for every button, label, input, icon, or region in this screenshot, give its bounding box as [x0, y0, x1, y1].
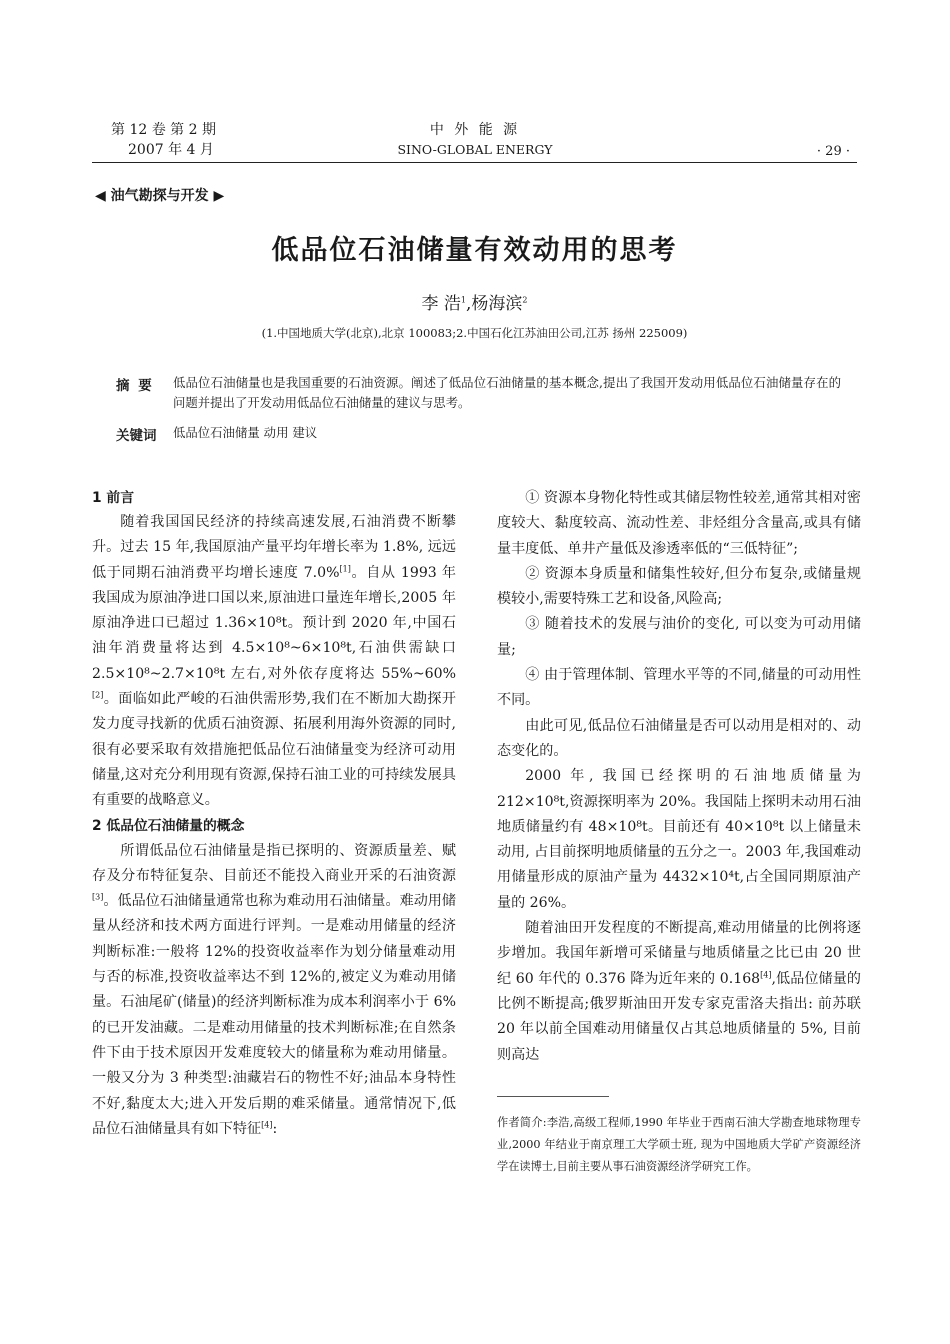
affiliation: (1.中国地质大学(北京),北京 100083;2.中国石化江苏油田公司,江苏 扬州 225009)	[261, 326, 688, 340]
author-1: 李 浩	[421, 294, 461, 314]
abstract-label: 摘 要	[116, 378, 154, 394]
author-1-affil-mark: 1	[460, 295, 466, 305]
citation-3: [3]	[92, 892, 104, 902]
text-run: ,低品位储量的比例不断提高;俄罗斯油田开发专家克雷洛夫指出: 前苏联 20 年以前全国难动用储量仅占其总地质储量的 5%, 目前则高达	[497, 970, 861, 1063]
author-separator: ,	[466, 294, 472, 314]
header-rule	[92, 162, 857, 163]
text-run: 。面临如此严峻的石油供需形势,我们在不断加大勘探开发力度寻找新的优质石油资源、拓展利用海外资源的同时,很有必要采取有效措施把低品位石油储量变为经济可动用储量,这对充分利用现有资源,保持石油工业的可持续发展具有重要的战略意义。	[92, 691, 456, 809]
left-column	[92, 486, 456, 1142]
authors	[92, 289, 857, 314]
author-2-affil-mark: 2	[522, 295, 528, 305]
author-2: 杨海滨	[471, 294, 523, 314]
text-run: 所谓低品位石油储量是指已探明的、资源质量差、赋存及分布特征复杂、目前还不能投入商业开采的石油资源	[92, 842, 456, 884]
citation-4: [4]	[261, 1120, 273, 1130]
article-title: 低品位石油储量有效动用的思考	[271, 235, 678, 266]
footnote-rule	[497, 1096, 609, 1097]
list-item-2: ② 资源本身质量和储集性较好,但分布复杂,或储量规模较小,需要特殊工艺和设备,风险高;	[497, 565, 861, 608]
text-run: 。自从 1993 年我国成为原油净进口国以来,原油进口量连年增长,2005 年原油净进口已超过 1.36×10⁸t。预计到 2020 年,中国石油年消费量将达到 4.5×10⁸~6×10⁸t,石油供需缺口 2.5×10⁸~2.7×10⁸t 左右,对外依存度将达 55%~60%	[92, 564, 457, 682]
text-run: 随着油田开发程度的不断提高,难动用储量的比例将逐步增加。我国年新增可采储量与地质储量之比已由 20 世纪 60 年代的 0.376 降为近年来的 0.168	[497, 920, 861, 987]
citation-4b: [4]	[760, 969, 772, 979]
right-column	[497, 486, 861, 1068]
section-2-heading: 2 低品位石油储量的概念	[92, 817, 245, 834]
citation-1: [1]	[339, 563, 351, 573]
paragraph-trend	[497, 916, 861, 1068]
column-tag: ◀ 油气勘探与开发 ▶	[95, 188, 225, 204]
section-1-heading: 1 前言	[92, 490, 134, 506]
citation-2: [2]	[92, 690, 104, 700]
author-bio-footnote: 作者简介:李浩,高级工程师,1990 年毕业于西南石油大学勘查地球物理专业,2000 年结业于南京理工大学硕士班, 现为中国地质大学矿产资源经济学在读博士,目前主要从事石油资源经济学研究工作。	[497, 1116, 861, 1173]
text-run: 。低品位石油储量通常也称为难动用石油储量。难动用储量从经济和技术两方面进行评判。一是难动用储量的经济判断标准:一般将 12%的投资收益率作为划分储量难动用与否的标准,投资收益率达不到 12%的,被定义为难动用储量。石油尾矿(储量)的经济判断标准为成本利润率小于 6%的已开发油藏。二是难动用储量的技术判断标准;在自然条件下由于技术原因开发难度较大的储量称为难动用储量。一般又分为 3 种类型:油藏岩石的物性不好;油品本身特性不好,黏度太大;进入开发后期的难采储量。通常情况下,低品位石油储量具有如下特征	[92, 893, 456, 1137]
paragraph-intro	[92, 510, 456, 814]
paragraph-statistics: 2000 年, 我国已经探明的石油地质储量为 212×10⁸t,资源探明率为 20%。我国陆上探明未动用石油地质储量约有 48×10⁸t。目前还有 40×10⁸t 以上储量未动用, 占目前探明地质储量的五分之一。2003 年,我国难动用储量形成的原油产量为 4432×10⁴t,占全国同期原油产量的 26%。	[497, 768, 861, 911]
paragraph-concept	[92, 839, 456, 1143]
header-journal-en: SINO-GLOBAL ENERGY	[397, 142, 553, 157]
header-journal-cn: 中 外 能 源	[429, 122, 521, 138]
abstract-text: 低品位石油储量也是我国重要的石油资源。阐述了低品位石油储量的基本概念,提出了我国开发动用低品位石油储量存在的问题并提出了开发动用低品位石油储量的建议与思考。	[173, 375, 841, 410]
keywords-label: 关键词	[116, 428, 157, 444]
list-item-1: ① 资源本身物化特性或其储层物性较差,通常其相对密度较大、黏度较高、流动性差、非烃组分含量高,或具有储量丰度低、单井产量低及渗透率低的“三低特征”;	[497, 490, 861, 557]
paragraph-summary: 由此可见,低品位石油储量是否可以动用是相对的、动态变化的。	[497, 717, 861, 759]
header-volume: 第 12 卷 第 2 期	[111, 122, 216, 138]
header-page-number: · 29 ·	[816, 144, 850, 159]
list-item-4: ④ 由于管理体制、管理水平等的不同,储量的可动用性不同。	[497, 667, 861, 709]
keywords-text: 低品位石油储量 动用 建议	[173, 425, 318, 440]
list-item-3: ③ 随着技术的发展与油价的变化, 可以变为可动用储量;	[497, 616, 861, 658]
text-run: :	[272, 1120, 278, 1137]
text-run: 随着我国国民经济的持续高速发展,石油消费不断攀升。过去 15 年,我国原油产量平均年增长率为 1.8%, 远远低于同期石油消费平均增长速度 7.0%	[92, 514, 456, 581]
header-date: 2007 年 4 月	[128, 142, 214, 158]
